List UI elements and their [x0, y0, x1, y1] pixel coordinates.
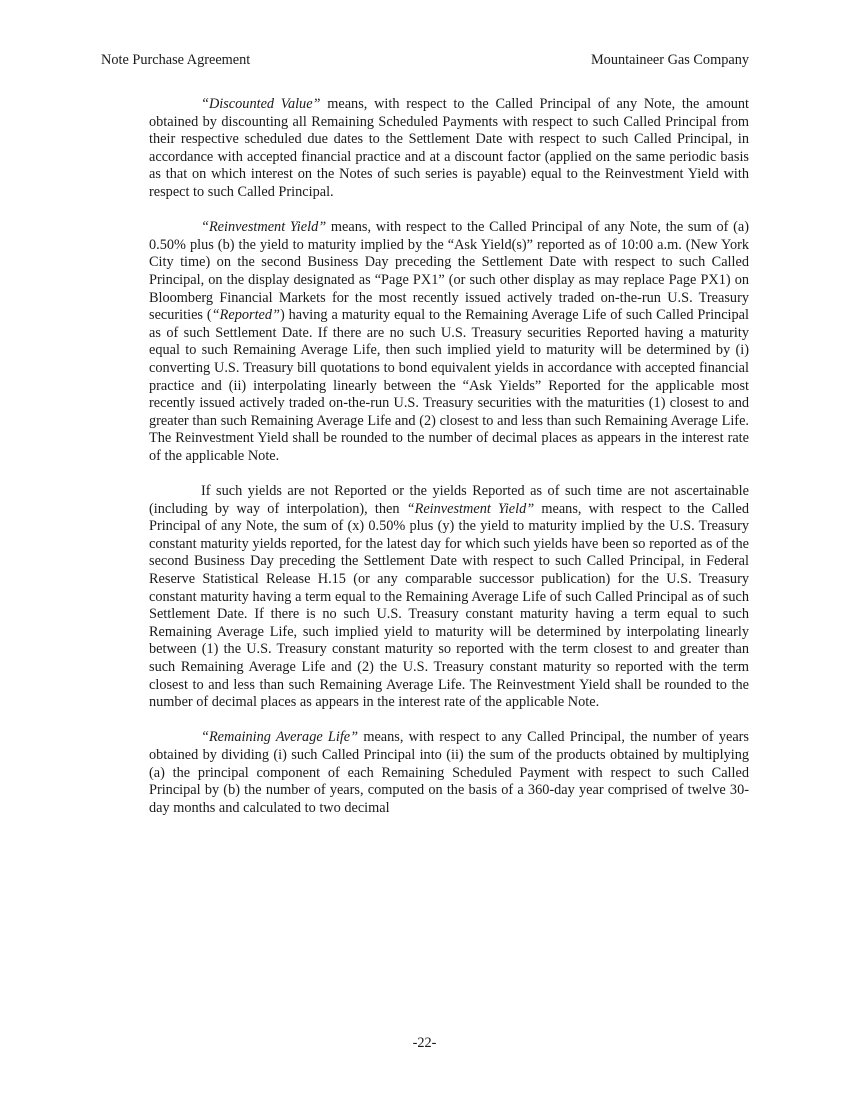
document-body	[149, 96, 749, 817]
definition-text: means, with respect to any Called Principal, the number of years obtained by dividing (i) such Called Principal into (ii) the sum of the products obtained by multiplying (a) the principal component of each Remaining Scheduled Payment with respect to such Called Principal by (b) the number of years, computed on the basis of a 360-day year comprised of twelve 30-day months and calculated to two decimal	[149, 729, 749, 816]
page-header	[101, 51, 749, 69]
header-document-title: Note Purchase Agreement	[101, 52, 251, 68]
definition-text: means, with respect to the Called Principal of any Note, the sum of (a) 0.50% plus (b) the yield to maturity implied by the “Ask Yield(s)” reported as of 10:00 a.m. (New York City time) on the second Business Day preceding the Settlement Date with respect to such Called Principal, on the display designated as “Page PX1” (or such other display as may replace Page PX1) on Bloomberg Financial Markets for the most recently issued actively traded on-the-run U.S. Treasury securities (	[149, 219, 749, 324]
defined-term-inline: “Reinvestment Yield”	[406, 500, 535, 517]
defined-term-inline: “Reported”	[211, 307, 280, 324]
defined-term: “Remaining Average Life”	[201, 729, 359, 746]
page-number: -22-	[412, 1035, 437, 1051]
header-company-name: Mountaineer Gas Company	[590, 52, 749, 68]
defined-term: “Reinvestment Yield”	[201, 219, 327, 236]
definition-text: ) having a maturity equal to the Remaining Average Life of such Called Principal as of such Settlement Date. If there are no such U.S. Treasury securities Reported having a maturity equal to such Remaining Average Life, then such implied yield to maturity will be determined by (i) converting U.S. Treasury bill quotations to bond equivalent yields in accordance with accepted financial practice and (ii) interpolating linearly between the “Ask Yields” Reported for the applicable most recently issued actively traded on-the-run U.S. Treasury securities with the maturities (1) closest to and greater than such Remaining Average Life and (2) closest to and less than such Remaining Average Life. The Reinvestment Yield shall be rounded to the number of decimal places as appears in the interest rate of the applicable Note.	[149, 307, 749, 464]
definition-text: If such yields are not Reported or the yields Reported as of such time are not ascertainable (including by way of interpolation), then	[149, 483, 749, 517]
definition-reinvestment-yield	[149, 219, 749, 465]
definition-text: means, with respect to the Called Principal of any Note, the amount obtained by discounting all Remaining Scheduled Payments with respect to such Called Principal from their respective scheduled due dates to the Settlement Date with respect to such Called Principal, in accordance with accepted financial practice and at a discount factor (applied on the same periodic basis as that on which interest on the Notes of such series is payable) equal to the Reinvestment Yield with respect to such Called Principal.	[149, 96, 749, 200]
definition-remaining-average-life	[149, 729, 749, 817]
definition-reinvestment-yield-fallback	[149, 483, 749, 712]
defined-term: “Discounted Value”	[201, 96, 321, 112]
page-footer	[0, 1034, 849, 1052]
definition-discounted-value	[149, 96, 749, 202]
definition-text: means, with respect to the Called Principal of any Note, the sum of (x) 0.50% plus (y) the yield to maturity implied by the U.S. Treasury constant maturity yields reported, for the latest day for which such yields have been so reported as of the second Business Day preceding the Settlement Date with respect to such Called Principal, in Federal Reserve Statistical Release H.15 (or any comparable successor publication) for the U.S. Treasury constant maturity having a term equal to the Remaining Average Life of such Called Principal as of such Settlement Date. If there is no such U.S. Treasury constant maturity having a term equal to such Remaining Average Life, such implied yield to maturity will be determined by interpolating linearly between (1) the U.S. Treasury constant maturity so reported with the term closest to and greater than such Remaining Average Life and (2) the U.S. Treasury constant maturity so reported with the term closest to and less than such Remaining Average Life. The Reinvestment Yield shall be rounded to the number of decimal places as appears in the interest rate of the applicable Note.	[149, 500, 749, 711]
